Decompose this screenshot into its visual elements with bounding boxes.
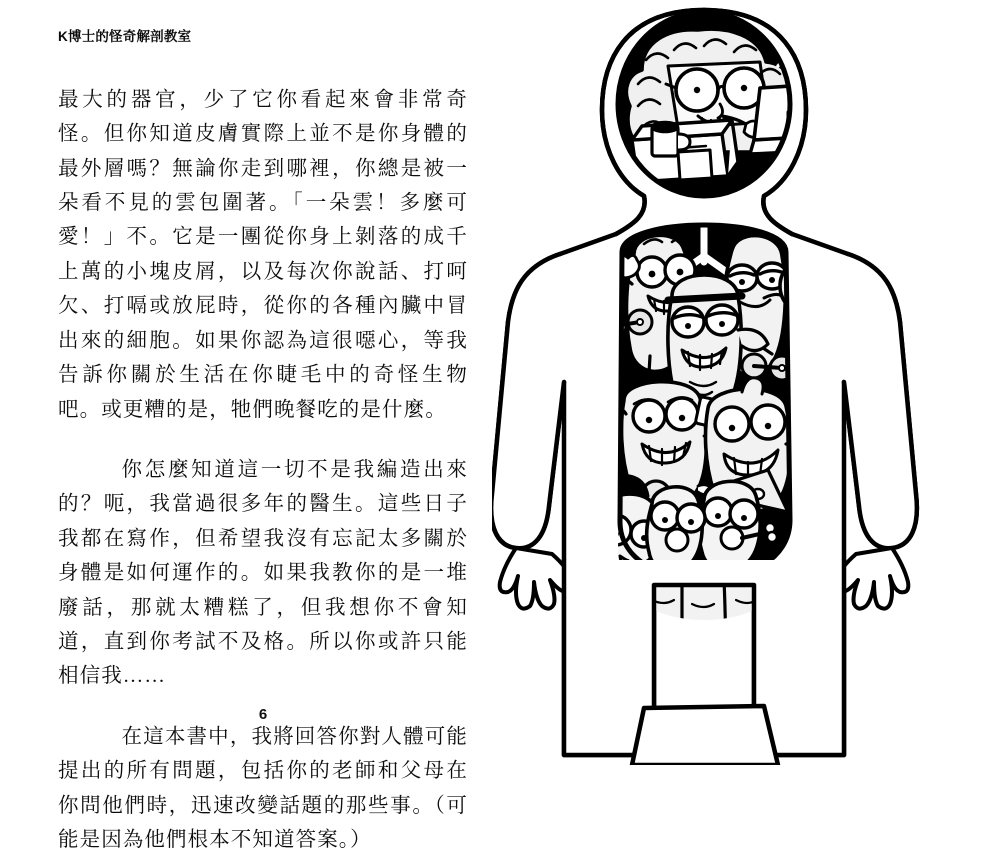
body-paragraph-3: 在這本書中，我將回答你對人體可能提出的所有問題，包括你的老師和父母在你問他們時，迅速改變話題的那些事。（可能是因為他們根本不知道答案。） bbox=[58, 725, 468, 851]
body-illustration-svg bbox=[492, 0, 1000, 765]
underwear bbox=[632, 706, 778, 765]
left-arm bbox=[492, 254, 564, 548]
running-head: K博士的怪奇解剖教室 bbox=[58, 29, 192, 44]
illustration-artwork bbox=[492, 10, 917, 765]
right-arm bbox=[844, 254, 917, 548]
body-paragraph-1: 最大的器官，少了它你看起來會非常奇怪。但你知道皮膚實際上並不是你身體的最外層嗎？無論你走到哪裡，你總是被一朵看不見的雲包圍著。「一朵雲！多麼可愛！」不。它是一團從你身上剝落的成千上萬的小塊皮屑，以及每次你說話、打呵欠、打嗝或放屁時，從你的各種內臟中冒出來的細胞。如果你認為這很噁心，等我告訴你關於生活在你睫毛中的奇怪生物吧。或更糟的是，牠們晚餐吃的是什麼。 bbox=[58, 88, 468, 421]
page-number: 6 bbox=[258, 706, 268, 723]
text-column bbox=[58, 29, 468, 851]
body-illustration bbox=[492, 0, 1000, 765]
body-paragraph-2: 你怎麼知道這一切不是我編造出來的？呃，我當過很多年的醫生。這些日子我都在寫作，但希望我沒有忘記太多關於身體是如何運作的。如果我教你的是一堆廢話，那就太糟糕了，但我想你不會知道，直到你考試不及格。所以你或許只能相信我…… bbox=[58, 458, 468, 688]
